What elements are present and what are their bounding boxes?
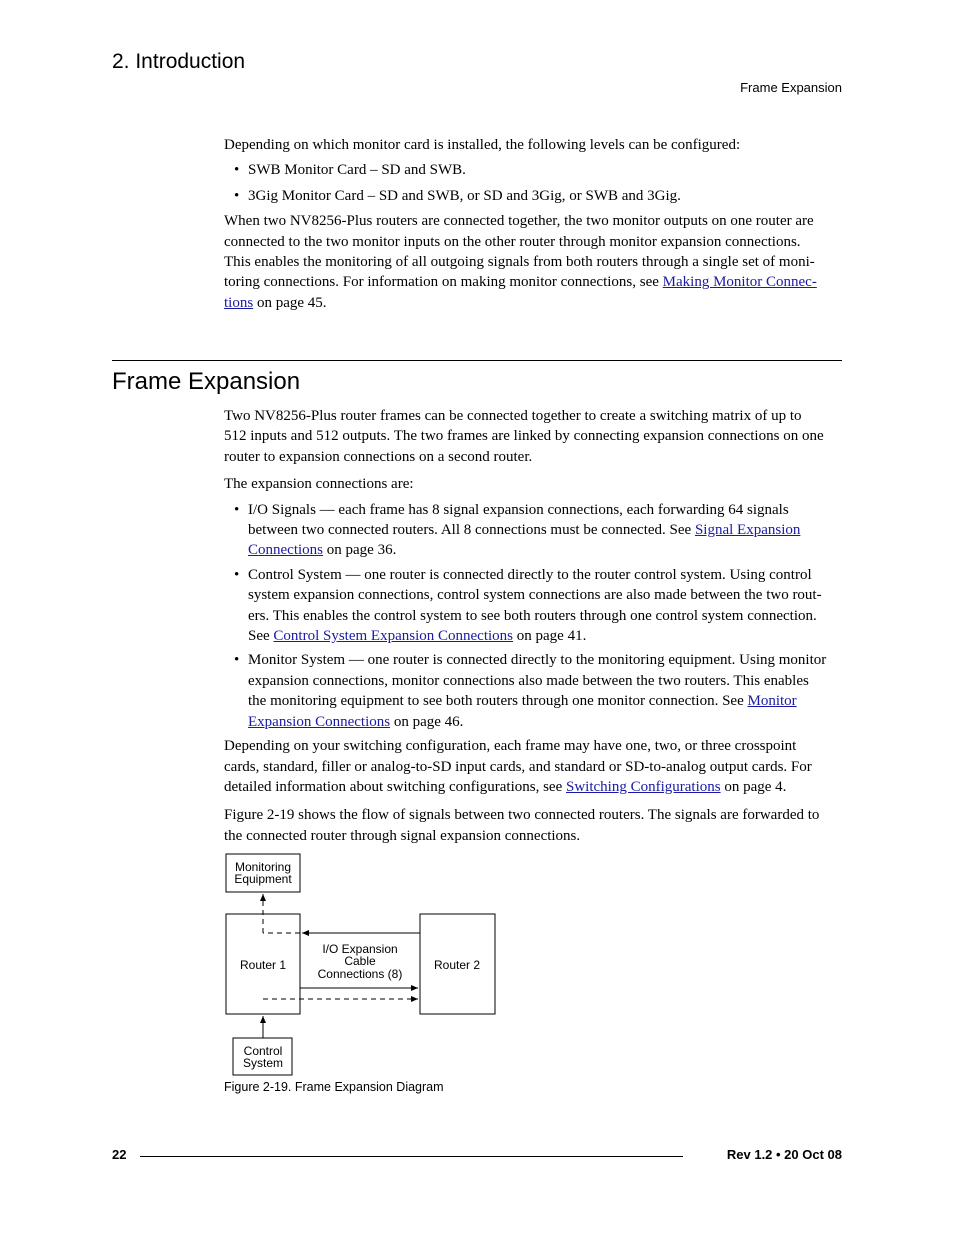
text-line: ers. This enables the control system to see both routers through one control system connection. (248, 607, 817, 624)
monitor-paragraph (224, 211, 842, 313)
list-item: • SWB Monitor Card – SD and SWB. (234, 162, 466, 179)
text-line: Figure 2-19 shows the flow of signals between two connected routers. The signals are forwarded to (224, 807, 820, 824)
text-line: system expansion connections, control system connections are also made between the two rout- (248, 587, 822, 604)
monitor-expansion-link-cont[interactable]: Expansion Connections (248, 713, 391, 730)
text-tail: on page 41. (513, 628, 587, 645)
text-tail: on page 45. (253, 294, 327, 311)
monitoring-label-1: Monitoring (234, 860, 292, 874)
router-2-label: Router 2 (433, 958, 481, 972)
paragraph (224, 805, 842, 846)
control-label-2: System (242, 1056, 284, 1070)
frame-expansion-diagram (222, 852, 522, 1080)
list-item-monitor-system: • Monitor System — one router is connected directly to the monitoring equipment. Using monitor expansion connections, monitor connections also made between the two routers. This enables the monitoring equipment to see both routers through one monitor connection. See Monitor Expansion Connections on page 46. (234, 652, 827, 730)
text-line: expansion connections, monitor connections also made between the two routers. This enables (248, 672, 809, 689)
text-line: Monitor System — one router is connected directly to the monitoring equipment. Using monitor (248, 652, 827, 669)
control-system-expansion-link[interactable]: Control System Expansion Connections (273, 628, 513, 645)
text-tail: on page 46. (390, 713, 464, 730)
text-tail: on page 36. (323, 542, 397, 559)
text-line: See (248, 628, 274, 645)
cable-label-2: Cable (344, 954, 376, 968)
text-line: cards, standard, filler or analog-to-SD input cards, and standard or SD-to-analog output cards. For (224, 758, 812, 775)
control-label-1: Control (243, 1044, 283, 1058)
section-title: Frame Expansion (112, 368, 301, 395)
footer-divider (140, 1156, 683, 1157)
text-line: 512 inputs and 512 outputs. The two frames are linked by connecting expansion connections on one (224, 428, 824, 445)
text-line: When two NV8256-Plus routers are connected together, the two monitor outputs on one router are (224, 213, 814, 230)
figure-caption: Figure 2-19. Frame Expansion Diagram (224, 1080, 444, 1094)
paragraph (224, 406, 842, 467)
text-line: Depending on your switching configuration, each frame may have one, two, or three crosspoint (224, 738, 797, 755)
text-line: detailed information about switching configurations, see (224, 778, 566, 795)
text-line: toring connections. For information on making monitor connections, see (224, 274, 663, 291)
running-header: Frame Expansion (740, 80, 842, 95)
monitoring-label-2: Equipment (234, 872, 292, 886)
text-line: This enables the monitoring of all outgoing signals from both routers through a single set of moni- (224, 254, 815, 271)
making-monitor-connections-link-cont[interactable]: tions (224, 294, 254, 311)
revision-label: Rev 1.2 • 20 Oct 08 (726, 1147, 842, 1162)
text-line: Control System — one router is connected directly to the router control system. Using control (248, 566, 812, 583)
cable-label-3: Connections (8) (317, 967, 403, 981)
text-line: connected to the two monitor inputs on the other router through monitor expansion connections. (224, 233, 801, 250)
text-line: the monitoring equipment to see both routers through one monitor connection. See (248, 693, 748, 710)
list-item-io-signals: • I/O Signals — each frame has 8 signal expansion connections, each forwarding 64 signals between two connected routers. All 8 connections must be connected. See Signal Expansion Connections on page 36. (234, 501, 801, 559)
switching-configurations-link[interactable]: Switching Configurations (566, 778, 721, 795)
section-divider (112, 360, 842, 361)
text-line: I/O Signals — each frame has 8 signal expansion connections, each forwarding 64 signals (248, 501, 789, 518)
cable-label-1: I/O Expansion (322, 942, 398, 956)
text-line: between two connected routers. All 8 connections must be connected. See (248, 522, 695, 539)
list-item: • 3Gig Monitor Card – SD and SWB, or SD and 3Gig, or SWB and 3Gig. (234, 187, 681, 204)
text-line: Two NV8256-Plus router frames can be connected together to create a switching matrix of up to (224, 408, 802, 424)
making-monitor-connections-link[interactable]: Making Monitor Connec- (662, 274, 817, 291)
text-line: the connected router through signal expansion connections. (224, 827, 581, 844)
text-tail: on page 4. (720, 778, 787, 795)
intro-paragraph: Depending on which monitor card is installed, the following levels can be configured: (224, 137, 741, 153)
signal-expansion-link[interactable]: Signal Expansion (694, 522, 801, 539)
chapter-title: 2. Introduction (112, 50, 246, 73)
list-item-text: 3Gig Monitor Card – SD and SWB, or SD and 3Gig, or SWB and 3Gig. (248, 187, 681, 204)
page-number: 22 (112, 1147, 127, 1162)
list-item-text: SWB Monitor Card – SD and SWB. (248, 162, 466, 179)
paragraph: The expansion connections are: (224, 476, 414, 493)
intro-section (224, 135, 842, 313)
signal-expansion-link-cont[interactable]: Connections (248, 542, 323, 559)
list-item-control-system: • Control System — one router is connected directly to the router control system. Using control system expansion connections, control system connections are also made between the two rout- ers. This enables the control system to see both routers through one control system connection. See Control System Expansion Connections on page 41. (234, 566, 822, 645)
text-line: router to expansion connections on a second router. (224, 448, 533, 465)
frame-expansion-body (224, 406, 842, 846)
router-1-label: Router 1 (239, 958, 287, 972)
paragraph (224, 736, 842, 797)
monitor-expansion-link[interactable]: Monitor (747, 693, 797, 710)
